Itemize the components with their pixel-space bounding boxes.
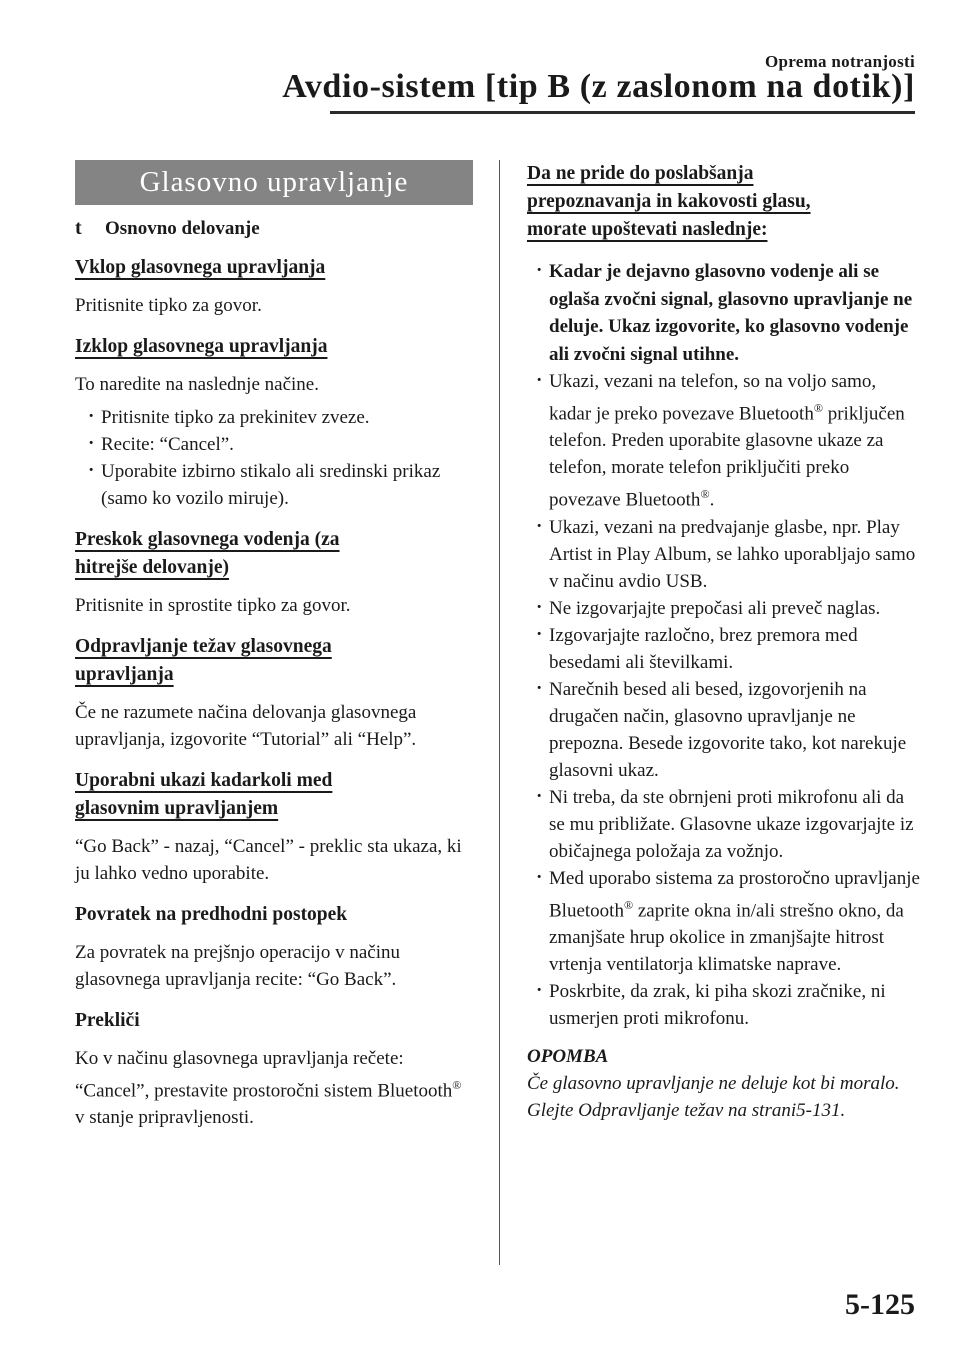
heading-skip-guidance-cont: hitrejše delovanje) xyxy=(75,557,229,578)
heading-cancel: Prekliči xyxy=(75,1010,140,1031)
text-go-back: Za povratek na prejšnjo operacijo v načinu glasovnega upravljanja recite: “Go Back”. xyxy=(75,942,400,990)
heading-troubleshooting-cont: upravljanja xyxy=(75,664,174,685)
column-divider xyxy=(499,160,500,1265)
heading-useful-commands: Uporabni ukazi kadarkoli med xyxy=(75,770,333,791)
list-item: · Recite: “Cancel”. xyxy=(75,431,473,458)
heading-troubleshooting: Odpravljanje težav glasovnega xyxy=(75,636,332,657)
list-item: · Ne izgovarjajte prepočasi ali preveč naglas. xyxy=(527,595,922,622)
list-item: · Uporabite izbirno stikalo ali sredinski prikaz (samo ko vozilo miruje). xyxy=(75,458,473,512)
text-useful-commands: “Go Back” - nazaj, “Cancel” - preklic sta ukaza, ki ju lahko vedno uporabite. xyxy=(75,836,462,884)
text-cancel: Ko v načinu glasovnega upravljanja rečete: “Cancel”, prestavite prostoročni sistem Bluetooth® v stanje pripravljenosti. xyxy=(75,1048,462,1129)
heading-skip-guidance: Preskok glasovnega vodenja (za xyxy=(75,529,340,550)
list-item: · Med uporabo sistema za prostoročno upravljanje Bluetooth® zaprite okna in/ali strešno okno, da zmanjšate hrup okolice in zmanjšajte hitrost vrtenja ventilatorja klimatske naprave. xyxy=(527,865,922,978)
header-rule xyxy=(330,111,915,114)
voice-off-list xyxy=(75,404,473,512)
left-column xyxy=(75,160,473,1145)
subsection-heading xyxy=(75,217,473,240)
subsection-bullet-icon: t xyxy=(75,217,82,239)
note-heading: OPOMBA xyxy=(527,1045,609,1067)
list-item: · Kadar je dejavno glasovno vodenje ali se oglaša zvočni signal, glasovno upravljanje ne deluje. Ukaz izgovorite, ko glasovno vodenje ali zvočni signal utihne. xyxy=(527,258,922,368)
heading-voice-off: Izklop glasovnega upravljanja xyxy=(75,336,328,357)
chapter-title: Avdio-sistem [tip B (z zaslonom na dotik)] xyxy=(282,68,915,105)
text-voice-off: To naredite na naslednje načine. xyxy=(75,374,319,395)
text-skip-guidance: Pritisnite in sprostite tipko za govor. xyxy=(75,595,351,616)
heading-recognition-tips-cont: prepoznavanja in kakovosti glasu, xyxy=(527,191,811,212)
heading-recognition-tips-cont2: morate upoštevati naslednje: xyxy=(527,219,768,240)
list-item: · Ukazi, vezani na predvajanje glasbe, npr. Play Artist in Play Album, se lahko uporabljajo samo v načinu avdio USB. xyxy=(527,514,922,595)
list-item: · Ukazi, vezani na telefon, so na voljo samo, kadar je preko povezave Bluetooth® priključen telefon. Preden uporabite glasovne ukaze za telefon, morate telefon priključiti preko povezave Bluetooth®. xyxy=(527,368,922,514)
heading-voice-on: Vklop glasovnega upravljanja xyxy=(75,257,326,278)
text-voice-on: Pritisnite tipko za govor. xyxy=(75,295,262,316)
subsection-title: Osnovno delovanje xyxy=(105,217,260,239)
note-text: Če glasovno upravljanje ne deluje kot bi moralo. Glejte Odpravljanje težav na strani5-131. xyxy=(527,1072,900,1121)
heading-recognition-tips: Da ne pride do poslabšanja xyxy=(527,163,754,184)
text-troubleshooting: Če ne razumete načina delovanja glasovnega upravljanja, izgovorite “Tutorial” ali “Help”. xyxy=(75,702,417,750)
page-number: 5-125 xyxy=(845,1288,915,1321)
list-item: · Pritisnite tipko za prekinitev zveze. xyxy=(75,404,473,431)
list-item: · Poskrbite, da zrak, ki piha skozi zračnike, ni usmerjen proti mikrofonu. xyxy=(527,978,922,1032)
section-banner: Glasovno upravljanje xyxy=(75,160,473,205)
heading-go-back: Povratek na predhodni postopek xyxy=(75,904,348,925)
recognition-tips-list xyxy=(527,258,922,1032)
list-item: · Izgovarjajte razločno, brez premora med besedami ali številkami. xyxy=(527,622,922,676)
heading-useful-commands-cont: glasovnim upravljanjem xyxy=(75,798,279,819)
list-item: · Ni treba, da ste obrnjeni proti mikrofonu ali da se mu približate. Glasovne ukaze izgovarjajte iz običajnega položaja za vožnjo. xyxy=(527,784,922,865)
right-column xyxy=(527,160,922,1124)
running-head: Oprema notranjosti xyxy=(764,52,915,71)
list-item: · Narečnih besed ali besed, izgovorjenih na drugačen način, glasovno upravljanje ne prepozna. Besede izgovorite tako, kot narekuje glasovni ukaz. xyxy=(527,676,922,784)
